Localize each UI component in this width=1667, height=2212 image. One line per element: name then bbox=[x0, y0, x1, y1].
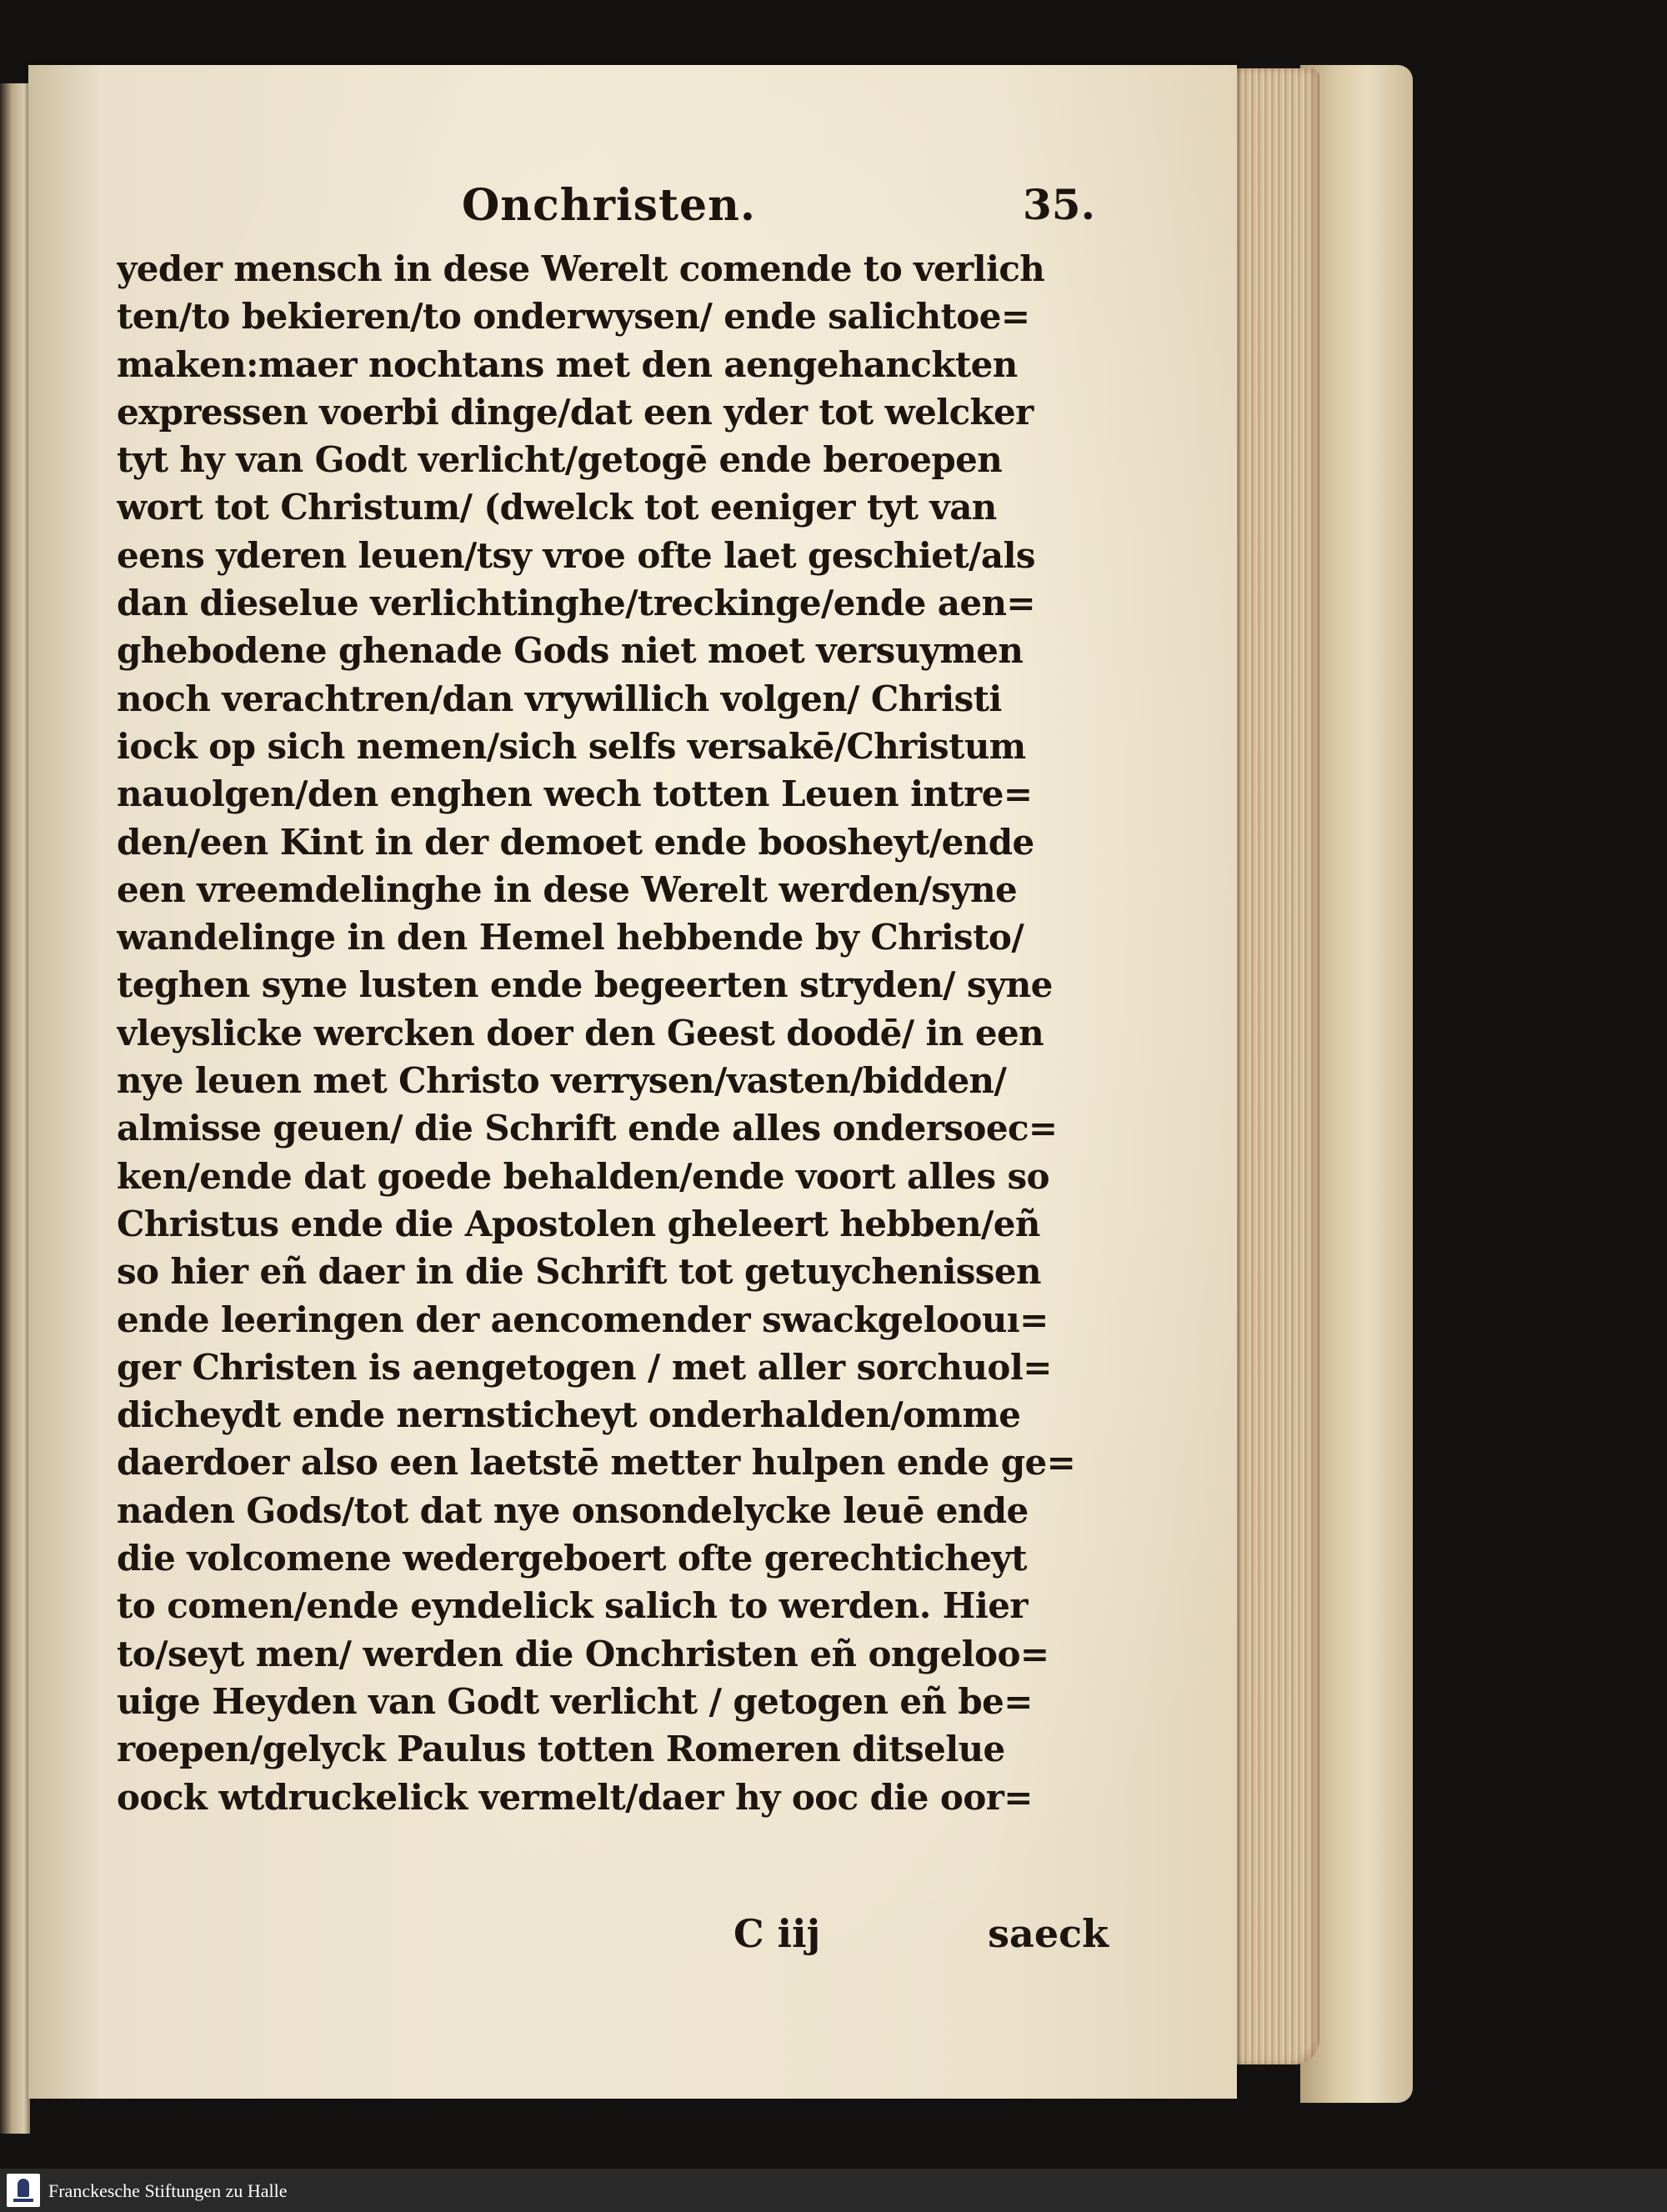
text-line: to comen/ende eyndelick salich to werden. Hier bbox=[117, 1585, 1028, 1627]
text-line: oock wtdruckelick vermelt/daer hy ooc die oor= bbox=[117, 1776, 1033, 1818]
left-page-edge bbox=[0, 83, 30, 2134]
text-line: so hier eñ daer in die Schrift tot getuychenissen bbox=[117, 1251, 1041, 1293]
text-line: dan dieselue verlichtinghe/treckinge/ende aen= bbox=[117, 583, 1035, 624]
catchword: saeck bbox=[988, 1911, 1109, 1956]
text-line: uige Heyden van Godt verlicht / getogen eñ be= bbox=[117, 1680, 1033, 1722]
text-line: to/seyt men/ werden die Onchristen eñ ongeloo= bbox=[117, 1633, 1049, 1674]
text-line: die volcomene wedergeboert ofte gerechticheyt bbox=[117, 1538, 1027, 1579]
text-line: nauolgen/den enghen wech totten Leuen intre= bbox=[117, 773, 1033, 815]
text-line: wort tot Christum/ (dwelck tot eeniger tyt van bbox=[117, 487, 997, 528]
text-line: almisse geuen/ die Schrift ende alles ondersoec= bbox=[117, 1108, 1058, 1149]
book-page bbox=[28, 65, 1237, 2099]
text-line: vleyslicke wercken doer den Geest doodē/ in een bbox=[117, 1012, 1044, 1053]
text-line: ten/to bekieren/to onderwysen/ ende salichtoe= bbox=[117, 296, 1030, 338]
text-line: maken:maer nochtans met den aengehanckten bbox=[117, 343, 1018, 385]
text-block bbox=[117, 245, 1109, 1821]
text-line: Christus ende die Apostolen gheleert hebben/eñ bbox=[117, 1203, 1040, 1244]
institution-name: Franckesche Stiftungen zu Halle bbox=[48, 2180, 288, 2201]
text-line: expressen voerbi dinge/dat een yder tot welcker bbox=[117, 391, 1034, 433]
text-line: teghen syne lusten ende begeerten stryden/ syne bbox=[117, 964, 1053, 1006]
text-line: ende leeringen der aencomender swackgeloouı= bbox=[117, 1299, 1049, 1340]
running-title: Onchristen. bbox=[462, 180, 757, 231]
page-footer bbox=[117, 1911, 1109, 1966]
text-line: daerdoer also een laetstē metter hulpen ende ge= bbox=[117, 1442, 1076, 1484]
text-line: nye leuen met Christo verrysen/vasten/bidden/ bbox=[117, 1060, 1007, 1102]
text-line: dicheydt ende nernsticheyt onderhalden/omme bbox=[117, 1394, 1021, 1436]
text-line: noch verachtren/dan vrywillich volgen/ Christi bbox=[117, 678, 1002, 719]
text-line: iock op sich nemen/sich selfs versakē/Christum bbox=[117, 725, 1026, 767]
page-number: 35. bbox=[1023, 180, 1095, 229]
text-line: naden Gods/tot dat nye onsondelycke leuē ende bbox=[117, 1489, 1029, 1531]
logo-base bbox=[13, 2199, 33, 2202]
text-line: een vreemdelinghe in dese Werelt werden/syne bbox=[117, 868, 1018, 910]
signature-mark: C iij bbox=[733, 1911, 821, 1956]
text-line: eens yderen leuen/tsy vroe ofte laet geschiet/als bbox=[117, 534, 1035, 576]
text-line: wandelinge in den Hemel hebbende by Christo/ bbox=[117, 917, 1024, 958]
text-line: ger Christen is aengetogen / met aller sorchuol= bbox=[117, 1346, 1052, 1388]
text-line: ken/ende dat goede behalden/ende voort alles so bbox=[117, 1155, 1049, 1197]
text-line: yeder mensch in dese Werelt comende to verlich bbox=[117, 248, 1045, 289]
text-line: tyt hy van Godt verlicht/getogē ende beroepen bbox=[117, 439, 1003, 481]
footer-bar bbox=[0, 2169, 1667, 2212]
page-header bbox=[462, 180, 1095, 242]
logo-figure bbox=[18, 2179, 29, 2197]
text-line: ghebodene ghenade Gods niet moet versuymen bbox=[117, 630, 1024, 672]
text-line: den/een Kint in der demoet ende boosheyt/ende bbox=[117, 821, 1034, 863]
library-logo-icon bbox=[7, 2174, 40, 2207]
text-line: roepen/gelyck Paulus totten Romeren ditselue bbox=[117, 1729, 1005, 1770]
